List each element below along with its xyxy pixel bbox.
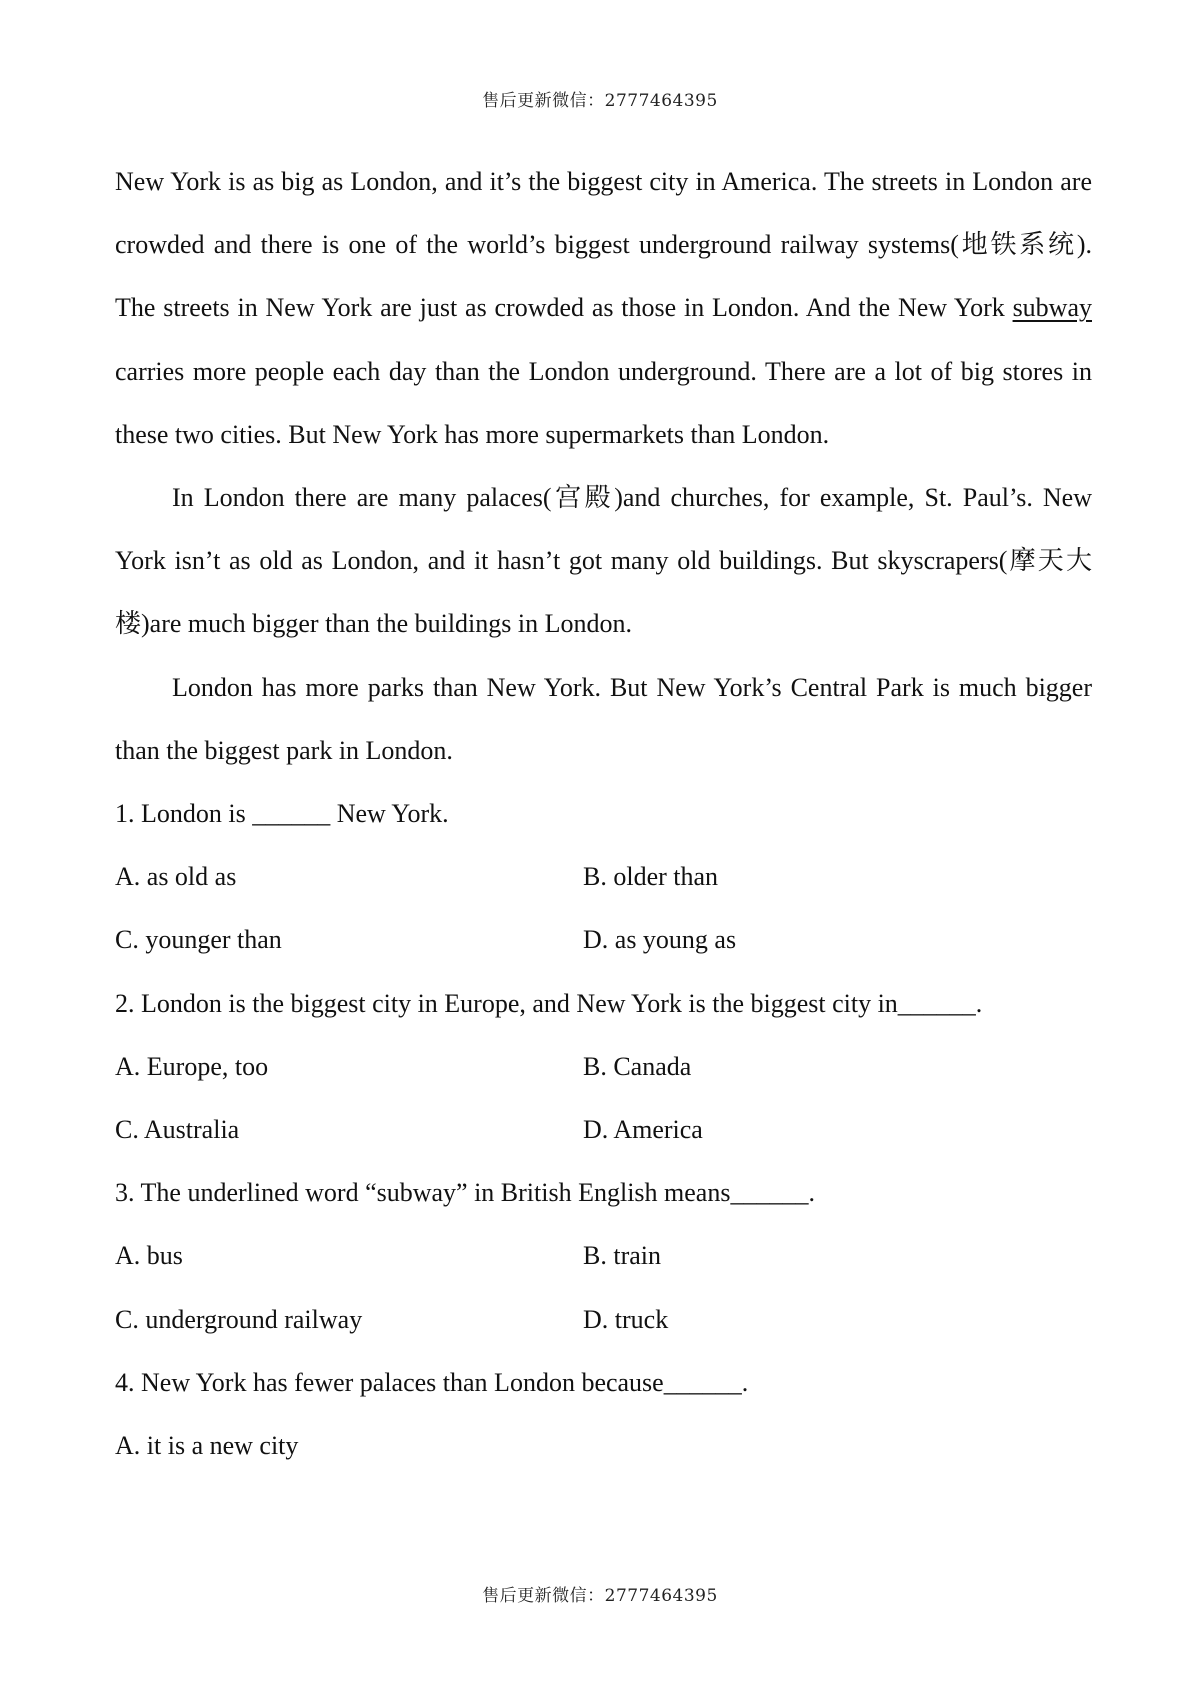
question-4-stem: 4. New York has fewer palaces than London because______.	[115, 1367, 749, 1397]
page-header: 售后更新微信：2777464395	[482, 91, 718, 111]
question-3-option-d: D. truck	[583, 1304, 669, 1334]
question-3-option-c: C. underground railway	[115, 1304, 363, 1334]
question-2-option-b: B. Canada	[583, 1051, 692, 1081]
question-1-stem: 1. London is ______ New York.	[115, 799, 449, 829]
passage-paragraph-1: New York is as big as London, and it’s the biggest city in America. The streets in London are crowded and there is one of the world’s biggest underground railway systems(地铁系统). The streets in New York are just as crowded as those in London. And the New York subway carries more people each day than the London underground. There are a lot of big stores in these two cities. But New York has more supermarkets than London.	[115, 167, 1092, 449]
question-2-option-a: A. Europe, too	[115, 1051, 269, 1081]
question-1-options-row-1	[115, 845, 1092, 908]
question-3-options-row-1	[115, 1224, 1092, 1287]
passage-paragraph-2: In London there are many palaces(宫殿)and churches, for example, St. Paul’s. New York isn’t as old as London, and it hasn’t got many old buildings. But skyscrapers(摩天大楼)are much bigger than the buildings in London.	[115, 483, 1092, 639]
question-2-option-c: C. Australia	[115, 1114, 240, 1144]
question-3-stem: 3. The underlined word “subway” in British English means______.	[115, 1178, 815, 1208]
question-1-option-d: D. as young as	[583, 925, 737, 955]
question-2-stem: 2. London is the biggest city in Europe, and New York is the biggest city in______.	[115, 988, 983, 1018]
underlined-word-subway: subway	[1012, 293, 1092, 323]
question-1-options-row-2	[115, 908, 1092, 971]
question-3-options-row-2	[115, 1288, 1092, 1351]
document-body	[115, 150, 1092, 1477]
question-1-option-a: A. as old as	[115, 862, 237, 892]
question-3-option-a: A. bus	[115, 1241, 183, 1271]
question-2-options-row-2	[115, 1098, 1092, 1161]
question-4-option-a: A. it is a new city	[115, 1430, 299, 1460]
page-footer: 售后更新微信：2777464395	[482, 1586, 718, 1606]
passage-paragraph-3: London has more parks than New York. But New York’s Central Park is much bigger than the biggest park in London.	[115, 672, 1092, 765]
question-1-option-b: B. older than	[583, 862, 719, 892]
question-3-option-b: B. train	[583, 1241, 661, 1271]
question-2-options-row-1	[115, 1035, 1092, 1098]
question-1-option-c: C. younger than	[115, 925, 282, 955]
question-2-option-d: D. America	[583, 1114, 703, 1144]
